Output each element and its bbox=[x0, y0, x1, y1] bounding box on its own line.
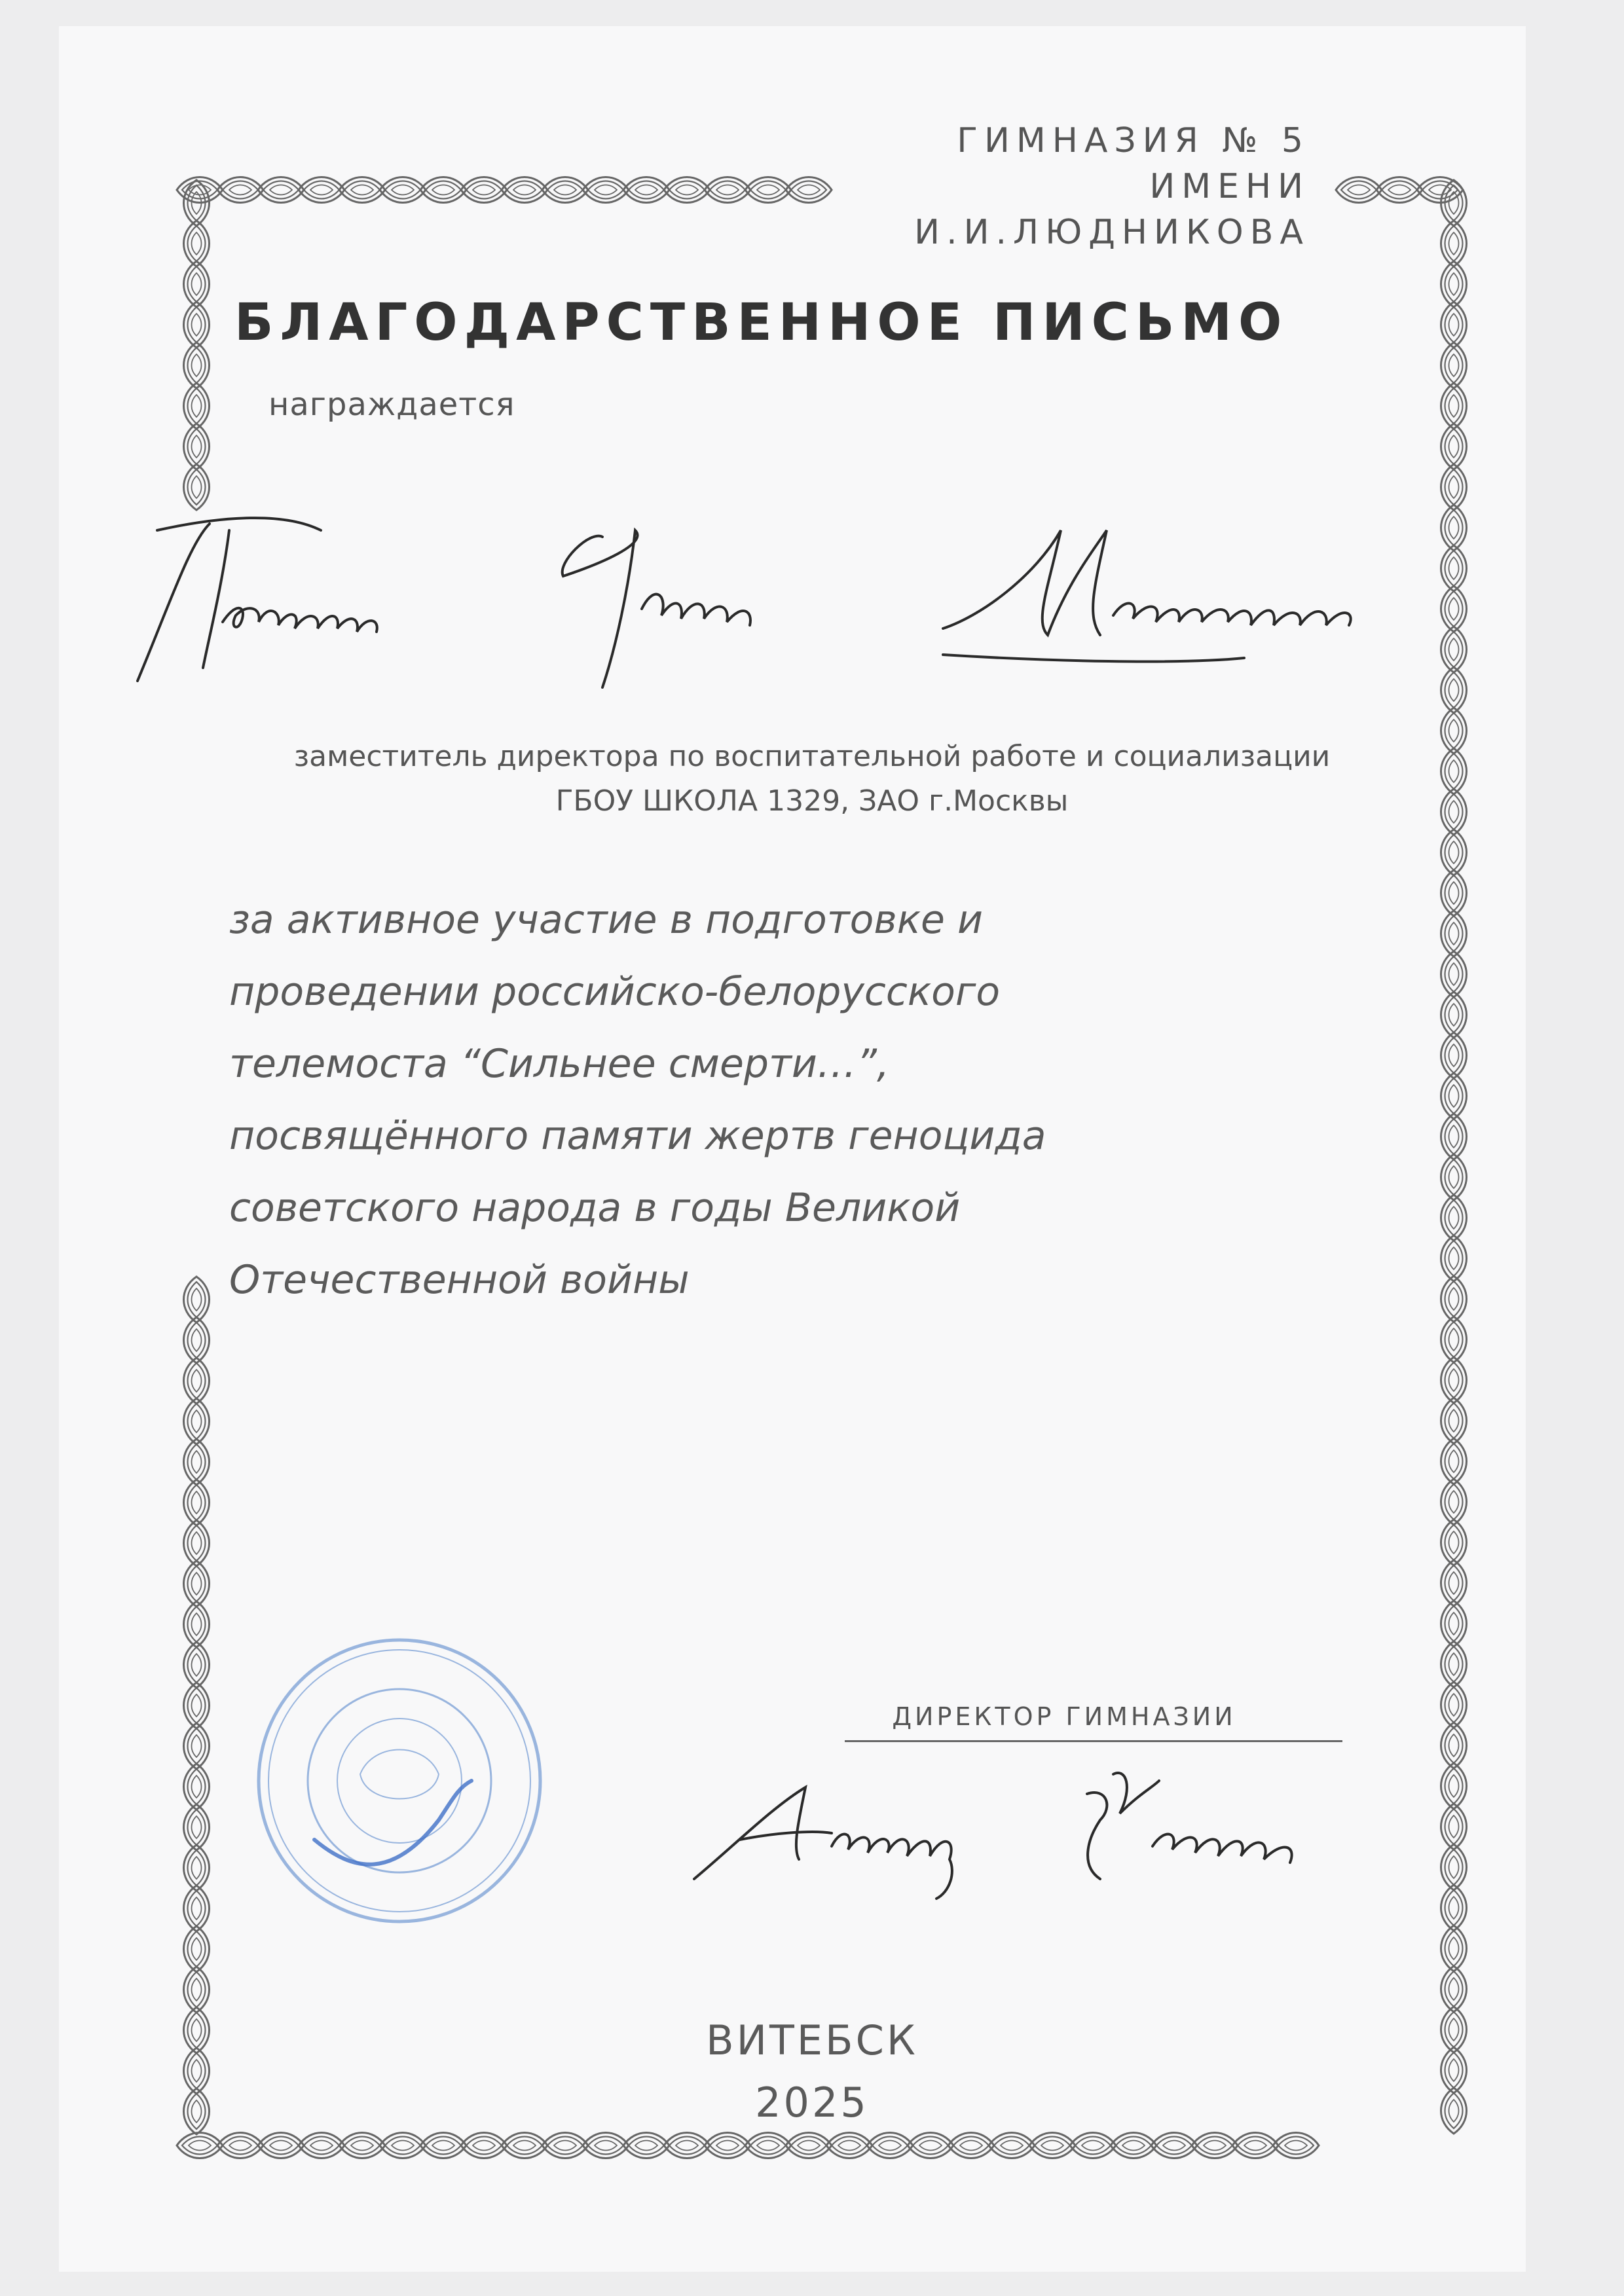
border-link bbox=[1441, 1682, 1467, 1728]
border-link bbox=[1441, 870, 1467, 916]
border-link bbox=[420, 177, 466, 203]
border-link bbox=[184, 1358, 210, 1404]
reason-line: за активное участие в подготовке и bbox=[229, 897, 983, 943]
border-link bbox=[1441, 911, 1467, 957]
border-link bbox=[1441, 1073, 1467, 1119]
border-link bbox=[1441, 586, 1467, 632]
border-link bbox=[1441, 1235, 1467, 1281]
border-link bbox=[1441, 1276, 1467, 1322]
year: 2025 bbox=[755, 2079, 869, 2126]
border-link bbox=[745, 177, 791, 203]
border-link bbox=[1441, 1885, 1467, 1931]
border-link bbox=[217, 2133, 263, 2159]
border-link bbox=[1441, 627, 1467, 672]
border-link bbox=[299, 177, 344, 203]
school-name-line3: И.И.ЛЮДНИКОВА bbox=[914, 213, 1310, 252]
school-name-line2: ИМЕНИ bbox=[1149, 167, 1310, 206]
border-link bbox=[1232, 2133, 1278, 2159]
border-link bbox=[184, 1277, 210, 1322]
border-link bbox=[1441, 342, 1467, 388]
border-link bbox=[908, 2133, 953, 2159]
border-link bbox=[1111, 2133, 1156, 2159]
border-link bbox=[380, 2133, 426, 2159]
reason-line: посвящённого памяти жертв геноцида bbox=[229, 1113, 1046, 1159]
border-link bbox=[1441, 261, 1467, 307]
border-link bbox=[786, 177, 832, 203]
border-link bbox=[184, 1520, 210, 1566]
recipient-position: заместитель директора по воспитательной работе и социализации bbox=[293, 740, 1331, 773]
border-link bbox=[502, 177, 547, 203]
border-link bbox=[1441, 1398, 1467, 1444]
border-left-lower-chain bbox=[184, 1277, 210, 2134]
border-link bbox=[184, 1845, 210, 1891]
border-link bbox=[1070, 2133, 1116, 2159]
border-link bbox=[184, 1601, 210, 1647]
border-link bbox=[502, 2133, 547, 2159]
border-link bbox=[1441, 1844, 1467, 1890]
border-link bbox=[184, 1804, 210, 1850]
border-link bbox=[1441, 505, 1467, 551]
border-link bbox=[826, 2133, 872, 2159]
border-link bbox=[217, 177, 263, 203]
border-link bbox=[1441, 1114, 1467, 1159]
border-link bbox=[184, 1398, 210, 1444]
border-link bbox=[1441, 464, 1467, 510]
border-link bbox=[1441, 424, 1467, 469]
awarded-label: награждается bbox=[268, 386, 515, 423]
border-link bbox=[1441, 1357, 1467, 1403]
border-link bbox=[623, 177, 669, 203]
border-link bbox=[1151, 2133, 1197, 2159]
border-link bbox=[184, 1723, 210, 1769]
border-link bbox=[420, 2133, 466, 2159]
border-link bbox=[258, 2133, 304, 2159]
border-link bbox=[184, 1926, 210, 1972]
reason-line: Отечественной войны bbox=[229, 1257, 690, 1303]
border-link bbox=[1441, 951, 1467, 997]
border-link bbox=[184, 383, 210, 429]
border-link bbox=[184, 1480, 210, 1525]
border-link bbox=[867, 2133, 913, 2159]
border-link bbox=[299, 2133, 344, 2159]
border-link bbox=[339, 2133, 385, 2159]
reason-line: проведении российско-белорусского bbox=[229, 969, 1001, 1015]
border-link bbox=[1441, 302, 1467, 348]
signature-line bbox=[845, 1740, 1342, 1742]
border-link bbox=[461, 2133, 507, 2159]
border-link bbox=[1441, 1479, 1467, 1525]
border-link bbox=[948, 2133, 994, 2159]
border-link bbox=[1336, 177, 1382, 203]
border-link bbox=[184, 1764, 210, 1810]
border-link bbox=[583, 2133, 629, 2159]
border-link bbox=[1441, 545, 1467, 591]
reason-line: телемоста “Сильнее смерти…”, bbox=[229, 1041, 890, 1087]
border-link bbox=[184, 424, 210, 469]
border-link bbox=[184, 464, 210, 510]
border-link bbox=[664, 2133, 710, 2159]
border-link bbox=[542, 2133, 588, 2159]
border-link bbox=[1441, 1032, 1467, 1078]
border-link bbox=[745, 2133, 791, 2159]
border-link bbox=[1441, 1317, 1467, 1362]
border-link bbox=[184, 1683, 210, 1728]
border-link bbox=[1441, 667, 1467, 713]
director-signature bbox=[681, 1748, 1388, 1905]
school-name-line1: ГИМНАЗИЯ № 5 bbox=[957, 121, 1310, 160]
border-link bbox=[1441, 1925, 1467, 1971]
border-link bbox=[184, 302, 210, 348]
recipient-organization: ГБОУ ШКОЛА 1329, ЗАО г.Москвы bbox=[555, 784, 1069, 818]
official-seal bbox=[242, 1624, 557, 1938]
border-link bbox=[1192, 2133, 1238, 2159]
border-link bbox=[184, 1439, 210, 1485]
border-link bbox=[705, 177, 750, 203]
border-link bbox=[380, 177, 426, 203]
director-title: ДИРЕКТОР ГИМНАЗИИ bbox=[892, 1702, 1236, 1731]
border-link bbox=[542, 177, 588, 203]
border-link bbox=[461, 177, 507, 203]
recipient-name-text: Горкунова Ирина Михайловна bbox=[781, 697, 791, 698]
city: ВИТЕБСК bbox=[706, 2016, 918, 2064]
border-link bbox=[1376, 177, 1422, 203]
border-link bbox=[1441, 1722, 1467, 1768]
border-link bbox=[705, 2133, 750, 2159]
border-link bbox=[1029, 2133, 1075, 2159]
border-link bbox=[177, 2133, 223, 2159]
border-link bbox=[339, 177, 385, 203]
border-link bbox=[786, 2133, 832, 2159]
border-bottom-chain bbox=[177, 2133, 1319, 2159]
border-link bbox=[664, 177, 710, 203]
border-link bbox=[583, 177, 629, 203]
border-link bbox=[1441, 1438, 1467, 1484]
border-link bbox=[184, 1642, 210, 1688]
border-link bbox=[184, 1561, 210, 1607]
border-link bbox=[1441, 1601, 1467, 1647]
border-link bbox=[1441, 1154, 1467, 1200]
border-link bbox=[258, 177, 304, 203]
border-link bbox=[1441, 221, 1467, 266]
border-link bbox=[1441, 1195, 1467, 1241]
border-top-left-chain bbox=[177, 177, 832, 203]
border-link bbox=[1273, 2133, 1319, 2159]
border-link bbox=[1441, 1520, 1467, 1565]
border-link bbox=[1441, 1804, 1467, 1850]
border-link bbox=[1441, 383, 1467, 429]
border-link bbox=[1441, 1763, 1467, 1809]
border-link bbox=[1441, 1641, 1467, 1687]
border-link bbox=[184, 1886, 210, 1931]
recipient-name-handwritten bbox=[131, 504, 1441, 701]
border-link bbox=[1441, 992, 1467, 1038]
border-link bbox=[623, 2133, 669, 2159]
border-left-upper-chain bbox=[184, 180, 210, 510]
border-link bbox=[184, 1317, 210, 1363]
border-link bbox=[184, 221, 210, 266]
border-link bbox=[184, 1967, 210, 2013]
border-link bbox=[1441, 1966, 1467, 2012]
reason-line: советского народа в годы Великой bbox=[229, 1185, 961, 1231]
border-link bbox=[1441, 1560, 1467, 1606]
border-right-chain bbox=[1441, 180, 1467, 2134]
border-link bbox=[184, 342, 210, 388]
document-title: БЛАГОДАРСТВЕННОЕ ПИСЬМО bbox=[234, 293, 1289, 352]
border-link bbox=[184, 261, 210, 307]
border-link bbox=[1441, 829, 1467, 875]
border-link bbox=[989, 2133, 1035, 2159]
